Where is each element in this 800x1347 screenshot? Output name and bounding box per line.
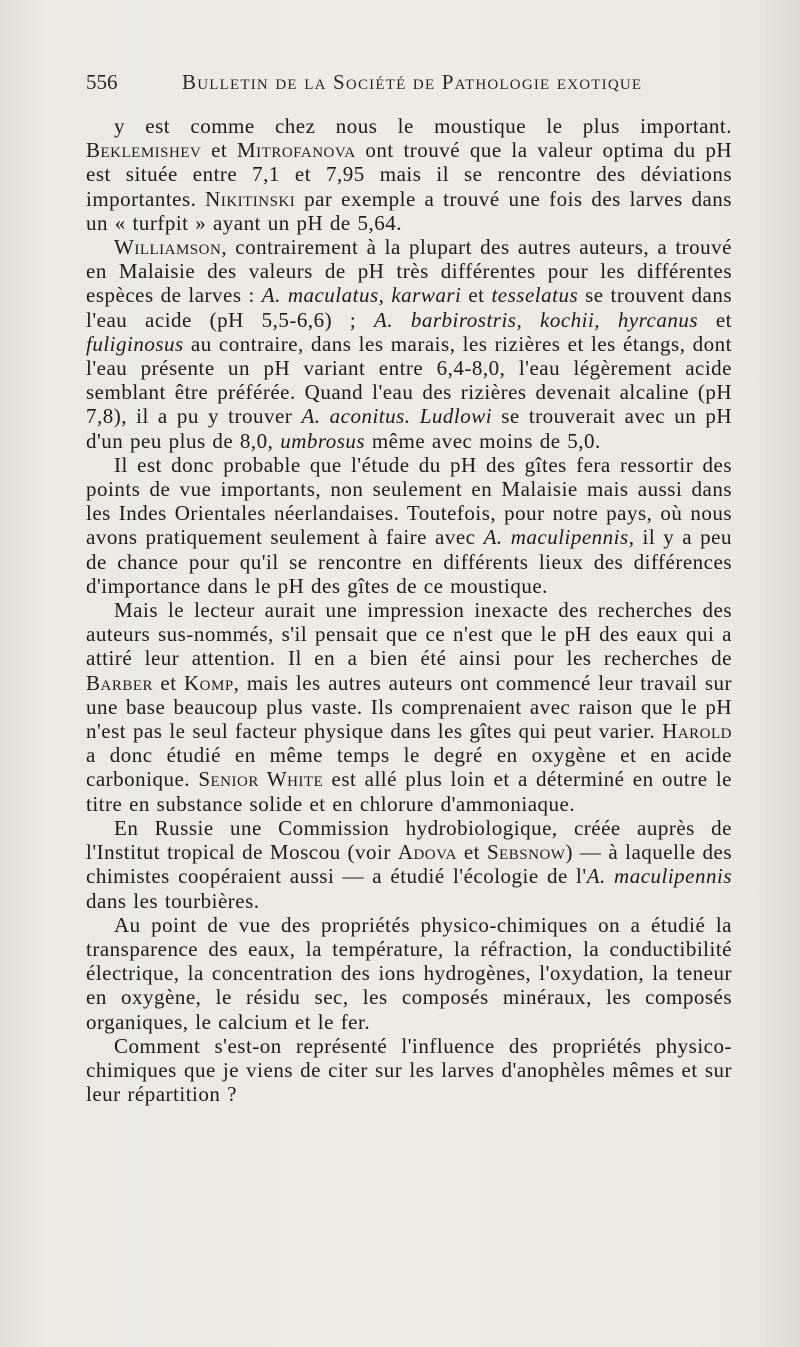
species-name: A. barbirostris, kochii, hyrcanus <box>374 307 699 332</box>
author-name: Harold <box>662 719 732 744</box>
text-run: se trouverait avec un pH d'un peu plus de 8,0, <box>86 404 732 453</box>
text-run: au contraire, dans les marais, les rizières et les étangs, dont l'eau présente un pH variant entre 6,4-8,0, l'eau légèrement acide semblant être préférée. Quand l'eau des rizières devenait alcaline (pH 7,8), il a pu y trouver <box>86 331 732 429</box>
species-name: A. aconitus. Ludlowi <box>301 404 493 429</box>
text-run: Il est donc probable que l'étude du pH des gîtes fera ressortir des points de vue importants, non seulement en Malaisie mais aussi dans les Indes Orientales néerlandaises. Toutefois, pour notre pays, où nous avons pratiquement seulement à faire avec <box>86 452 732 550</box>
text-run: Comment s'est-on représenté l'influence des propriétés physico-chimiques que je viens de citer sur les larves d'anophèles mêmes et sur leur répartition ? <box>86 1033 732 1107</box>
paragraph <box>86 816 732 913</box>
paragraph <box>86 453 732 598</box>
journal-title: Bulletin de la Société de Pathologie exotique <box>182 70 643 94</box>
species-name: tesselatus <box>491 283 579 308</box>
paragraph <box>86 598 732 816</box>
text-run: y est comme chez nous le moustique le plus important. <box>114 114 732 138</box>
author-name: Sebsnow <box>486 840 566 865</box>
author-name: Williamson <box>114 235 222 260</box>
author-name: Mitrofanova <box>237 138 356 163</box>
body-text <box>86 114 732 1106</box>
species-name: fuliginosus <box>86 331 184 356</box>
text-run: et <box>456 840 487 865</box>
author-name: Barber <box>86 670 154 695</box>
text-run: , mais les autres auteurs ont commencé leur travail sur une base beaucoup plus vaste. Ils comprenaient avec raison que le pH n'est pas le seul facteur physique dans les gîtes qui peut varier. <box>86 670 733 744</box>
species-name: umbrosus <box>280 428 366 453</box>
text-run: et <box>698 307 733 332</box>
text-run: et <box>461 283 492 308</box>
author-name: Senior White <box>198 767 324 792</box>
text-run: , il y a peu de chance pour qu'il se rencontre en différents lieux des différences d'importance dans le pH des gîtes de ce moustique. <box>86 525 733 598</box>
text-run: dans les tourbières. <box>86 888 260 913</box>
author-name: Adova <box>397 840 457 865</box>
text-run: Au point de vue des propriétés physico-chimiques on a étudié la transparence des eaux, la température, la réfraction, la conductibilité électrique, la concentration des ions hydrogènes, l'oxydation, la teneur en oxygène, le résidu sec, les composés minéraux, les composés organiques, le calcium et le fer. <box>86 912 732 1034</box>
text-run: est allé plus loin et a déterminé en outre le titre en substance solide et en chlorure d'ammoniaque. <box>86 767 732 816</box>
page-number: 556 <box>86 70 118 94</box>
text-run: par exemple a trouvé une fois des larves dans un « turfpit » ayant un pH de 5,64. <box>86 186 732 235</box>
author-name: Nikitinski <box>205 186 296 211</box>
text-run: Mais le lecteur aurait une impression inexacte des recherches des auteurs sus-nommés, s'il pensait que ce n'est que le pH des eaux qui a attiré leur attention. Il en a bien été ainsi pour les recherches de <box>86 598 732 671</box>
author-name: Beklemishev <box>86 138 202 163</box>
text-run: se trouvent dans l'eau acide (pH 5,5-6,6) ; <box>86 283 732 332</box>
species-name: A. maculipennis <box>483 525 629 550</box>
text-run: et <box>153 670 184 695</box>
text-run: a donc étudié en même temps le degré en oxygène et en acide carbonique. <box>86 743 732 792</box>
text-run: même avec moins de 5,0. <box>365 428 601 453</box>
paragraph <box>86 1034 732 1107</box>
text-run: ont trouvé que la valeur optima du pH est située entre 7,1 et 7,95 mais il se rencontre des déviations importantes. <box>86 138 733 211</box>
paragraph <box>86 114 732 235</box>
paragraph <box>86 235 732 453</box>
text-run: et <box>201 138 237 163</box>
paragraph <box>86 913 732 1034</box>
text-run: , contrairement à la plupart des autres auteurs, a trouvé en Malaisie des valeurs de pH très différentes pour les différentes espèces de larves : <box>86 235 732 308</box>
species-name: A. maculipennis <box>586 864 733 889</box>
text-run: En Russie une Commission hydrobiologique, créée auprès de l'Institut tropical de Moscou (voir <box>86 815 732 865</box>
text-run: ) — à laquelle des chimistes coopéraient aussi — a étudié l'écologie de l' <box>86 840 733 889</box>
author-name: Komp <box>183 670 234 695</box>
species-name: A. maculatus, karwari <box>261 283 462 308</box>
